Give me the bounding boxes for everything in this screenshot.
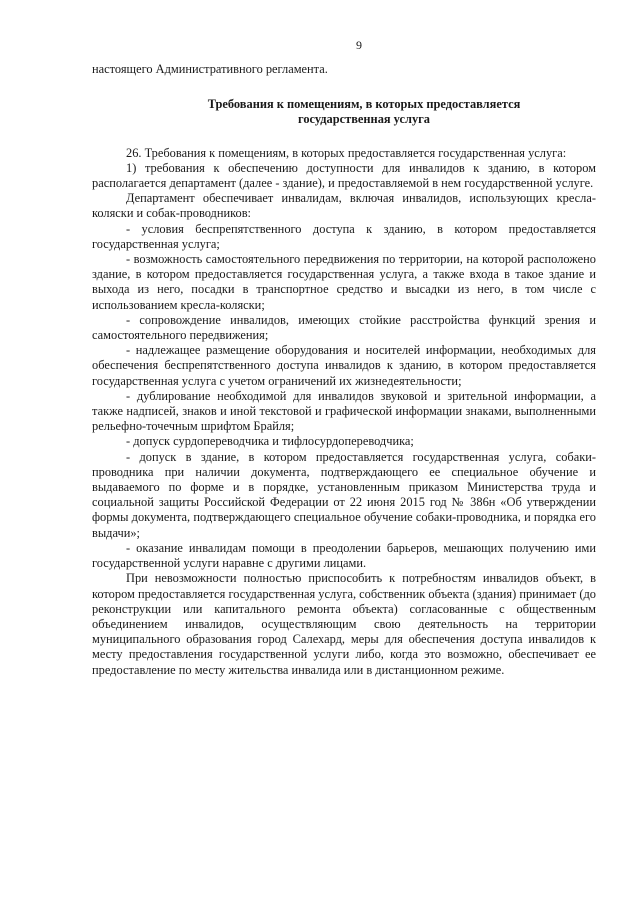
list-item-equipment-placement: - надлежащее размещение оборудования и носителей информации, необходимых для обеспечения беспрепятственного доступа инвалидов к зданию, в котором предоставляется государственная услуга с учетом ограничений их жизнедеятельности;: [92, 343, 596, 388]
intro-line: настоящего Административного регламента.: [92, 62, 328, 76]
section-title: [92, 97, 596, 127]
section-title-line-1: Требования к помещениям, в которых предоставляется: [207, 97, 521, 112]
paragraph-department-provides: Департамент обеспечивает инвалидам, включая инвалидов, использующих кресла-коляски и собак-проводников:: [92, 191, 596, 221]
section-title-line-2: государственная услуга: [298, 112, 430, 127]
paragraph-requirement-1: 1) требования к обеспечению доступности для инвалидов к зданию, в котором располагается департамент (далее - здание), и предоставляемой в нем государственной услуге.: [92, 160, 596, 191]
list-item-escort: - сопровождение инвалидов, имеющих стойкие расстройства функций зрения и самостоятельного передвижения;: [92, 312, 596, 343]
list-item-movement: - возможность самостоятельного передвижения по территории, на которой расположено здание, в котором предоставляется государственная услуга, а также входа в такое здание и выхода из него, посадки в транспортное средство и высадки из него, в том числе с использованием кресла-коляски;: [92, 252, 596, 312]
page-number: 9: [356, 38, 362, 52]
list-item-duplication: - дублирование необходимой для инвалидов звуковой и зрительной информации, а также надписей, знаков и иной текстовой и графической информации знаками, выполненными рельефно-точечным шрифтом Брайля;: [92, 388, 596, 434]
document-page: [92, 38, 596, 678]
list-item-interpreters: - допуск сурдопереводчика и тифлосурдопереводчика;: [126, 434, 414, 449]
list-item-assistance: - оказание инвалидам помощи в преодолении барьеров, мешающих получению ими государственной услуги наравне с другими лицами.: [92, 540, 596, 571]
list-item-access-conditions: - условия беспрепятственного доступа к зданию, в котором предоставляется государственная услуга;: [92, 221, 596, 251]
paragraph-26: 26. Требования к помещениям, в которых предоставляется государственная услуга:: [126, 145, 567, 160]
paragraph-impossibility: При невозможности полностью приспособить к потребностям инвалидов объект, в котором предоставляется государственная услуга, собственник объекта (здания) принимает (до реконструкции или капитального ремонта объекта) согласованные с общественным объединением инвалидов, осуществляющим свою деятельность на территории муниципального образования город Салехард, меры для обеспечения доступа инвалидов к месту предоставления государственной услуги либо, когда это возможно, обеспечивает ее предоставление по месту жительства инвалида или в дистанционном режиме.: [92, 571, 596, 677]
list-item-guide-dog: - допуск в здание, в котором предоставляется государственная услуга, собаки-проводника при наличии документа, подтверждающего ее специальное обучение и выдаваемого по форме и в порядке, установленным приказом Министерства труда и социальной защиты Российской Федерации от 22 июня 2015 год № 386н «Об утверждении формы документа, подтверждающего специальное обучение собаки-проводника, и порядка его выдачи»;: [92, 449, 596, 540]
